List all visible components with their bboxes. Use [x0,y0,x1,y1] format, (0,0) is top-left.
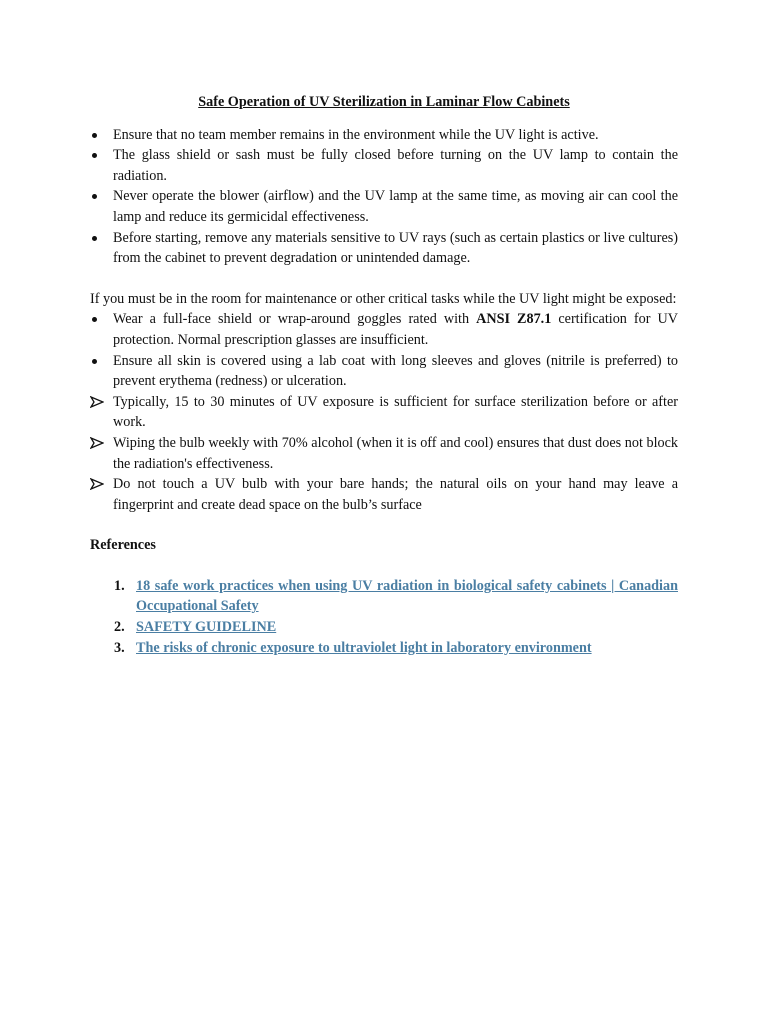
list-item [90,433,678,474]
bullet-dot-icon [92,317,97,322]
reference-number: 1. [114,577,125,594]
reference-item [90,638,678,659]
list-item [90,145,678,186]
reference-number: 3. [114,639,125,656]
bullet-dot-icon [92,359,97,364]
reference-item [90,617,678,638]
list-item-text: Ensure that no team member remains in the environment while the UV light is active. [113,126,599,143]
list-item [90,309,678,350]
document-title: Safe Operation of UV Sterilization in Laminar Flow Cabinets [198,94,570,110]
maintenance-paragraph: If you must be in the room for maintenance or other critical tasks while the UV light might be exposed: [90,290,677,307]
list-item-text: Before starting, remove any materials sensitive to UV rays (such as certain plastics or live cultures) from the cabinet to prevent degradation or unintended damage. [113,229,678,267]
list-item [90,228,678,269]
references-heading: References [90,537,156,554]
bullet-dot-icon [92,194,97,199]
arrowhead-icon [90,437,104,449]
list-item-text: Never operate the blower (airflow) and the UV lamp at the same time, as moving air can cool the lamp and reduce its germicidal effectiveness. [113,188,678,225]
list-item-text: Typically, 15 to 30 minutes of UV exposure is sufficient for surface sterilization before or after work. [113,393,678,431]
list-item [90,392,678,433]
bullet-dot-icon [92,153,97,158]
list-item [90,474,678,515]
list-item [90,186,678,227]
reference-item [90,576,678,617]
reference-link-safety-guideline[interactable]: SAFETY GUIDELINE [136,619,277,636]
tips-arrow-list [90,392,678,516]
references-list [90,576,678,658]
reference-link-uv-practices[interactable]: 18 safe work practices when using UV radiation in biological safety cabinets | Canadian Occupational Safety [136,577,678,615]
list-item-text: Wear a full-face shield or wrap-around goggles rated with ANSI Z87.1 certification for UV protection. Normal prescription glasses are insufficient. [113,311,678,348]
ansi-standard: ANSI Z87.1 [476,311,552,328]
bullet-dot-icon [92,133,97,138]
reference-link-chronic-exposure[interactable]: The risks of chronic exposure to ultraviolet light in laboratory environment [136,639,592,656]
list-item-text: The glass shield or sash must be fully closed before turning on the UV lamp to contain the radiation. [113,147,678,184]
list-item-text: Wiping the bulb weekly with 70% alcohol (when it is off and cool) ensures that dust does not block the radiation's effectiveness. [113,434,678,472]
protection-bullet-list [90,309,678,391]
safety-bullet-list [90,125,678,269]
document-page [90,92,678,658]
arrowhead-icon [90,396,104,408]
arrowhead-icon [90,478,104,490]
list-item [90,351,678,392]
list-item [90,125,678,146]
list-item-text: Do not touch a UV bulb with your bare hands; the natural oils on your hand may leave a fingerprint and create dead space on the bulb’s surface [113,476,678,513]
bullet-dot-icon [92,236,97,241]
list-item-text: Ensure all skin is covered using a lab coat with long sleeves and gloves (nitrile is preferred) to prevent erythema (redness) or ulceration. [113,352,678,390]
reference-number: 2. [114,619,125,636]
